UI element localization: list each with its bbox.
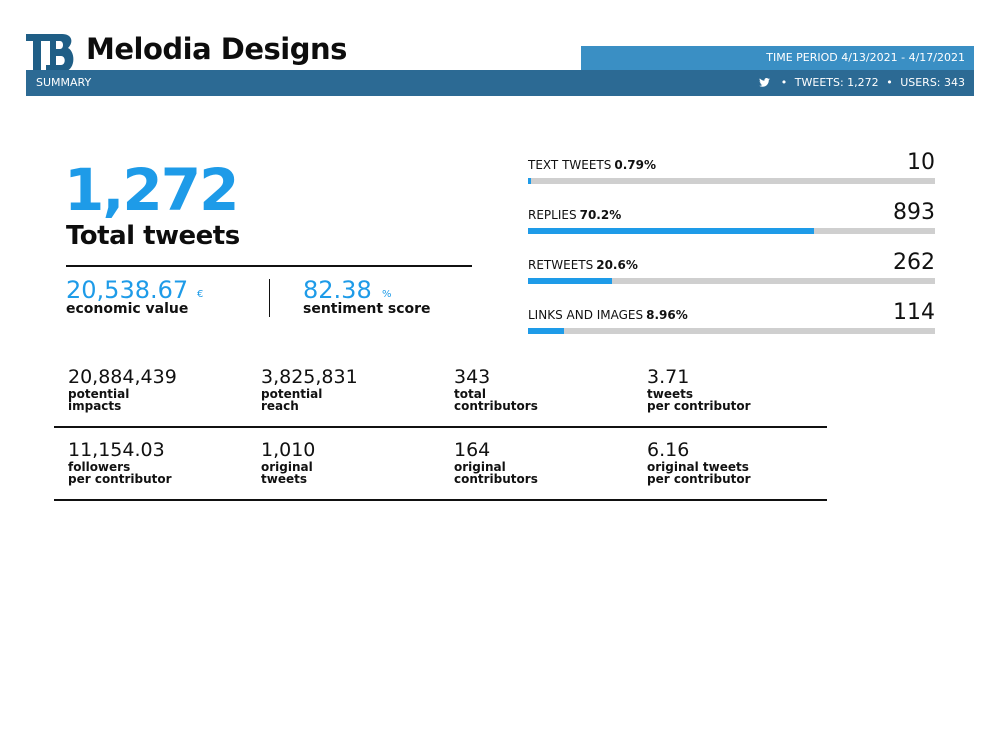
metric-label: per contributor: [647, 472, 751, 486]
metric-value: 343: [454, 366, 491, 388]
progress-track: [528, 228, 935, 234]
metric-label: per contributor: [647, 399, 751, 413]
metric-value: 164: [454, 439, 491, 461]
metric-original-tweets: [261, 439, 451, 485]
metric-label: potential: [68, 387, 130, 401]
progress-fill: [528, 178, 531, 184]
breakdown-pct: 0.79%: [614, 158, 657, 172]
metric-potential-impacts: [68, 366, 258, 412]
economic-unit: €: [197, 289, 204, 300]
progress-track: [528, 178, 935, 184]
economic-value-label: economic value: [66, 301, 189, 317]
metric-value: 6.16: [647, 439, 690, 461]
separator-dot: •: [780, 76, 788, 89]
breakdown-label: LINKS AND IMAGES 8.96%: [528, 308, 688, 322]
breakdown-label: RETWEETS 20.6%: [528, 258, 638, 272]
breakdown-pct: 8.96%: [646, 308, 688, 322]
breakdown-replies: [528, 200, 935, 240]
section-title: SUMMARY: [36, 76, 92, 89]
metric-label: impacts: [68, 399, 122, 413]
metric-label: potential: [261, 387, 323, 401]
metric-original-tweets-per-contributor: [647, 439, 837, 485]
breakdown-count: 114: [893, 300, 935, 325]
total-tweets-label: Total tweets: [66, 221, 240, 251]
brand-logo: [26, 34, 76, 72]
metric-value: 1,010: [261, 439, 316, 461]
divider: [54, 499, 827, 501]
divider: [66, 265, 472, 267]
progress-fill: [528, 328, 564, 334]
progress-track: [528, 328, 935, 334]
summary-bar: [26, 70, 974, 96]
users-stat: USERS: 343: [900, 76, 965, 89]
kpi-separator: [269, 279, 270, 317]
metric-label: total: [454, 387, 486, 401]
metric-label: original: [454, 460, 506, 474]
sentiment-score-label: sentiment score: [303, 301, 431, 317]
metric-tweets-per-contributor: [647, 366, 837, 412]
breakdown-count: 893: [893, 200, 935, 225]
metric-total-contributors: [454, 366, 644, 412]
breakdown-pct: 70.2%: [579, 208, 622, 222]
brand-name: Melodia Designs: [86, 32, 347, 66]
metric-label: reach: [261, 399, 299, 413]
metric-label: original: [261, 460, 313, 474]
breakdown-label: REPLIES 70.2%: [528, 208, 622, 222]
metric-value: 3,825,831: [261, 366, 358, 388]
metric-label: tweets: [647, 387, 693, 401]
progress-fill: [528, 228, 814, 234]
sentiment-unit: %: [382, 289, 392, 300]
metric-label: contributors: [454, 472, 538, 486]
metric-value: 3.71: [647, 366, 690, 388]
breakdown-links-images: [528, 300, 935, 340]
progress-fill: [528, 278, 612, 284]
twitter-icon: [759, 78, 770, 87]
economic-value: 20,538.67: [66, 276, 189, 304]
metric-value: 20,884,439: [68, 366, 177, 388]
breakdown-retweets: [528, 250, 935, 290]
breakdown-pct: 20.6%: [596, 258, 638, 272]
breakdown-count: 10: [907, 150, 935, 175]
metric-label: tweets: [261, 472, 307, 486]
metric-label: contributors: [454, 399, 538, 413]
divider: [54, 426, 827, 428]
total-tweets-value: 1,272: [64, 156, 238, 224]
summary-stats: [759, 70, 965, 96]
metric-followers-per-contributor: [68, 439, 258, 485]
metric-label: per contributor: [68, 472, 172, 486]
metric-label: followers: [68, 460, 131, 474]
tweets-stat: TWEETS: 1,272: [794, 76, 879, 89]
metric-potential-reach: [261, 366, 451, 412]
time-period: TIME PERIOD 4/13/2021 - 4/17/2021: [581, 46, 974, 70]
metric-value: 11,154.03: [68, 439, 165, 461]
breakdown-text-tweets: [528, 150, 935, 190]
separator-dot: •: [886, 76, 893, 89]
metric-label: original tweets: [647, 460, 749, 474]
sentiment-value: 82.38: [303, 276, 372, 304]
progress-track: [528, 278, 935, 284]
breakdown-label: TEXT TWEETS 0.79%: [528, 158, 657, 172]
metric-original-contributors: [454, 439, 644, 485]
breakdown-count: 262: [893, 250, 935, 275]
